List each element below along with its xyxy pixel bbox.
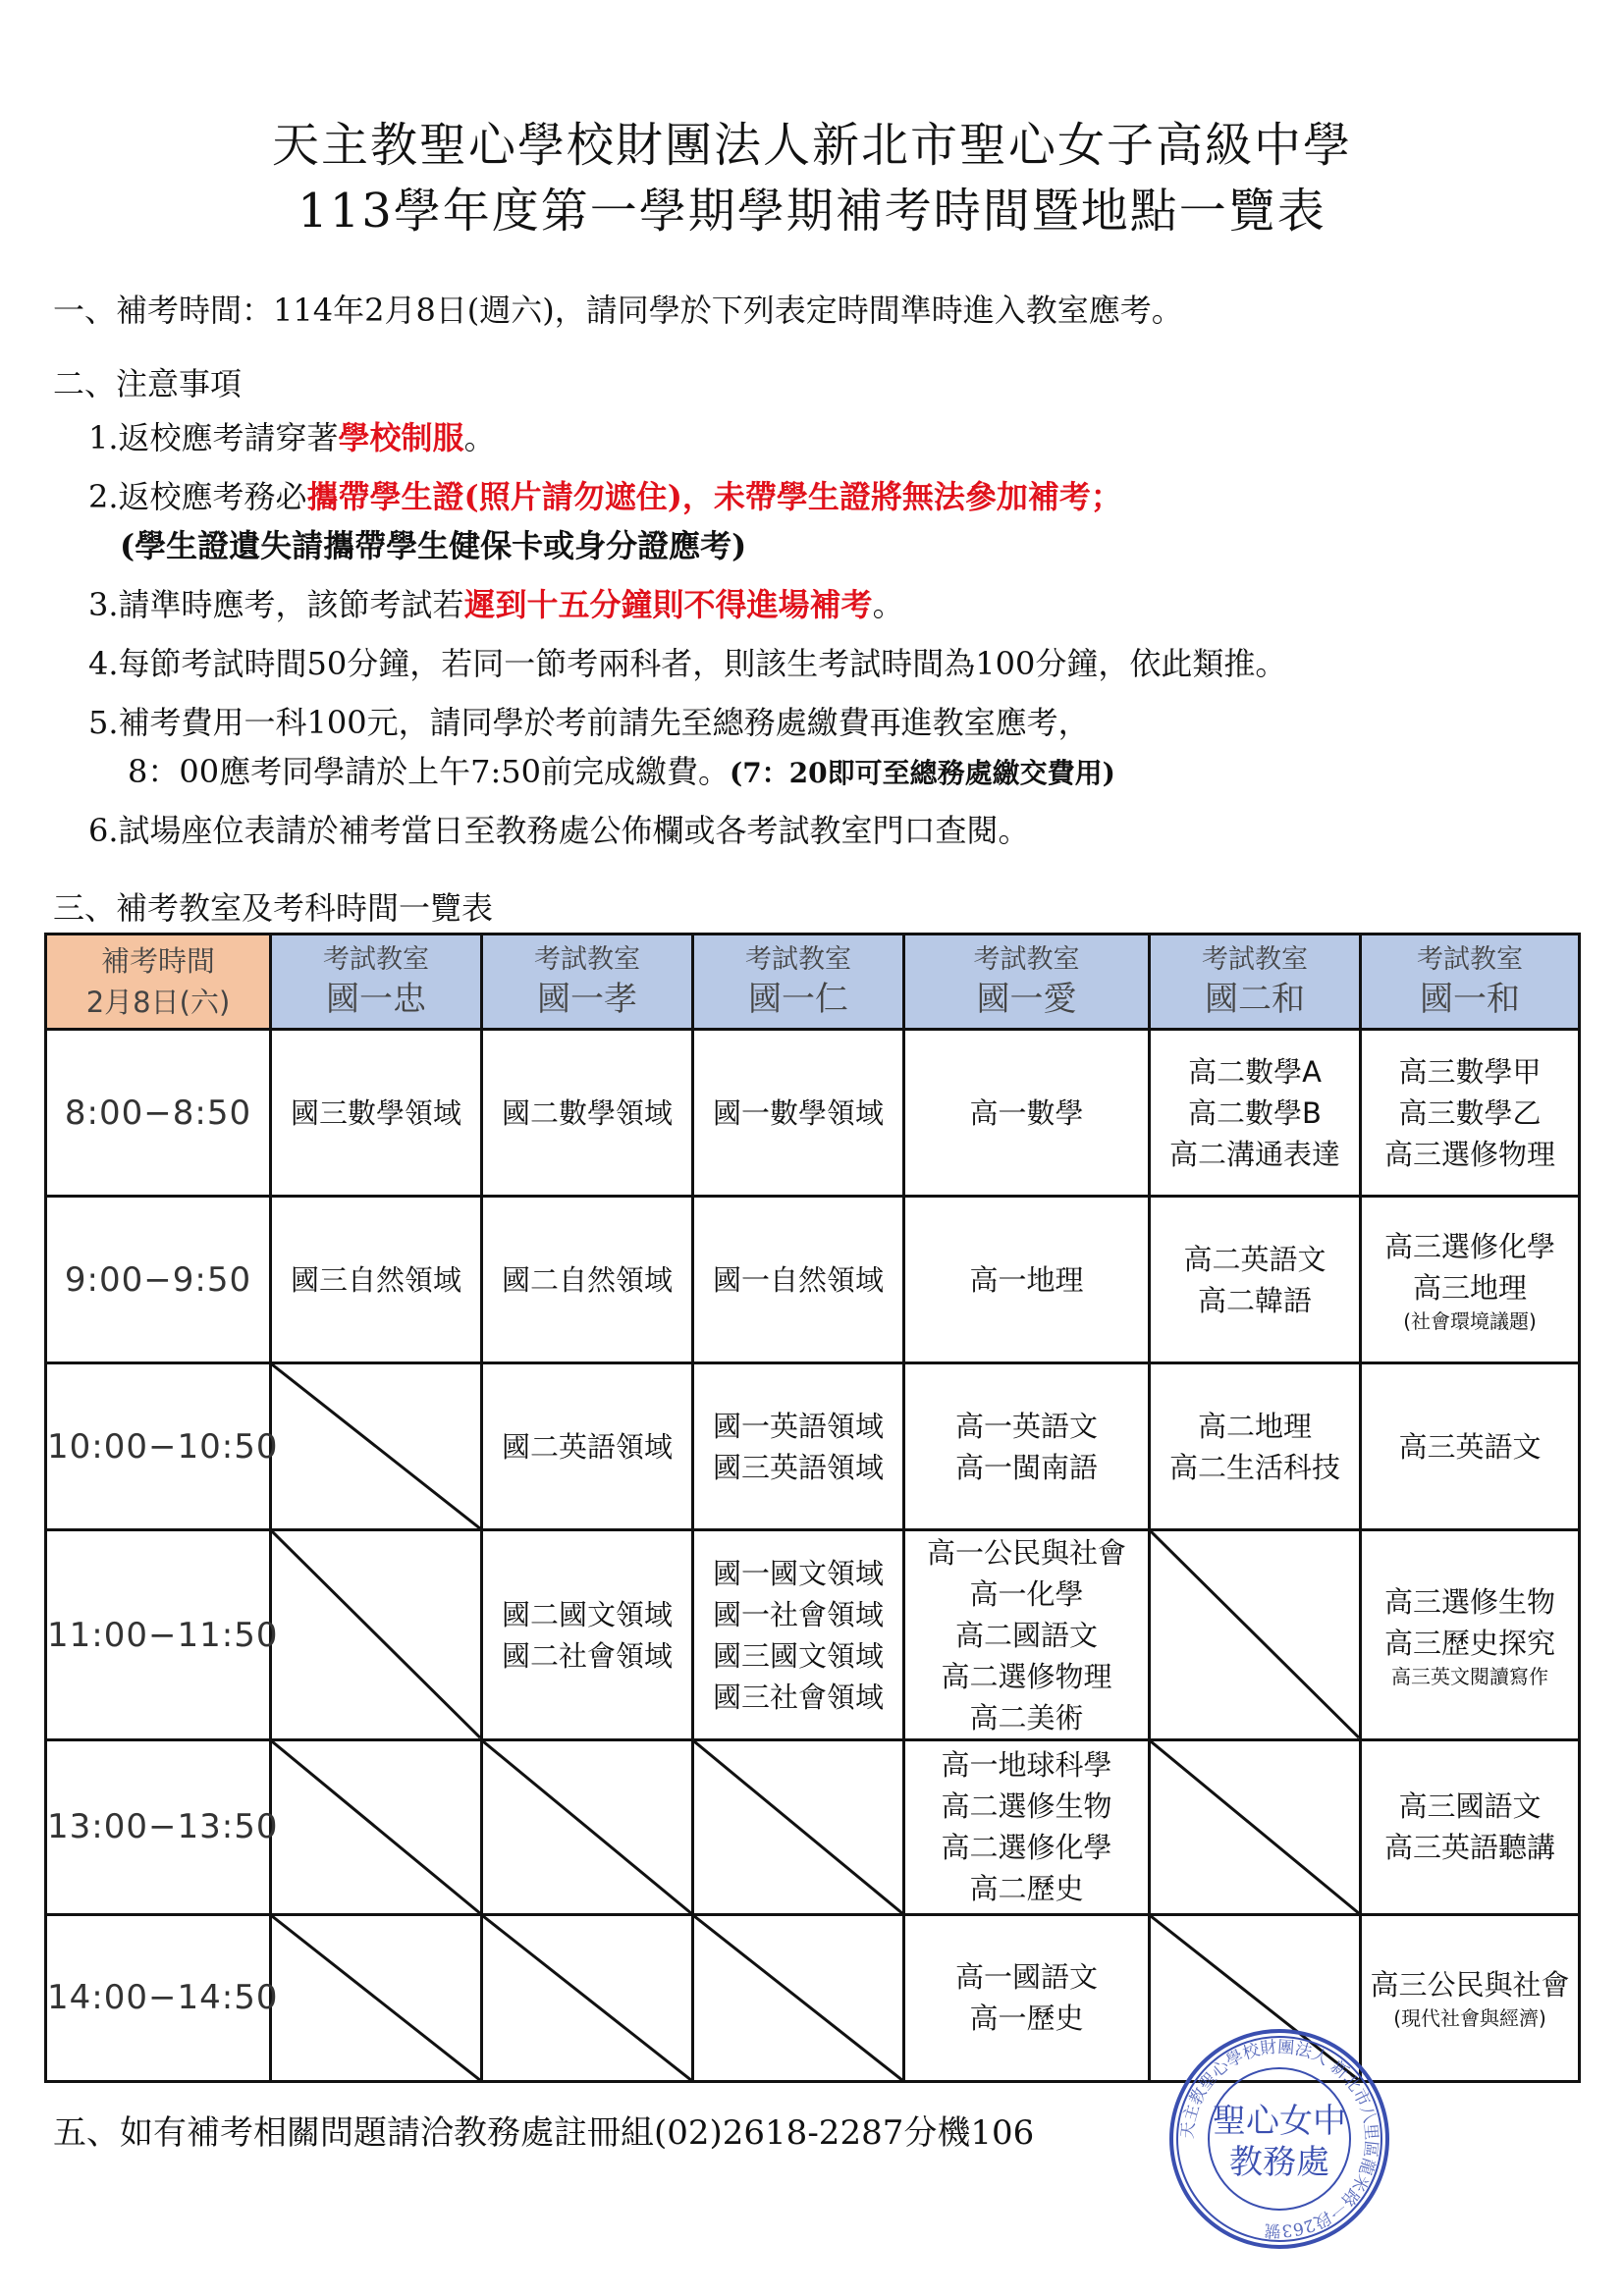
room-name: 國二和	[1205, 980, 1305, 1019]
exam-subject: 國三自然領域	[290, 1262, 461, 1297]
diagonal-slash	[694, 1916, 902, 2080]
contact-footer: 五、如有補考相關問題請洽教務處註冊組(02)2618-2287分機106	[53, 2113, 1035, 2153]
exam-subject: 高三選修生物	[1383, 1584, 1555, 1619]
exam-subject-cell	[482, 1363, 693, 1530]
exam-subject-cell	[1361, 1914, 1580, 2081]
exam-subject: 高二歷史	[969, 1872, 1084, 1906]
empty-slot-cell	[693, 1739, 904, 1914]
stamp-center-line1: 聖心女中	[1213, 2102, 1346, 2141]
exam-subject: 高二韓語	[1197, 1283, 1312, 1317]
schedule-row	[46, 1530, 1580, 1739]
school-stamp-seal	[1166, 2026, 1392, 2252]
diagonal-slash	[272, 1364, 480, 1528]
exam-subject-cell	[693, 1197, 904, 1363]
empty-slot-cell	[482, 1739, 693, 1914]
note-6: 6.試場座位表請於補考當日至教務處公佈欄或各考試教室門口查閱。	[88, 812, 1030, 849]
exam-subject-cell	[271, 1197, 482, 1363]
exam-subject-cell	[1150, 1030, 1361, 1197]
exam-subject: 高一地球科學	[941, 1748, 1112, 1783]
time-slot-cell: 9:00−9:50	[46, 1197, 271, 1363]
empty-slot-cell	[271, 1739, 482, 1914]
exam-subject-cell	[1361, 1363, 1580, 1530]
room-header-cell	[482, 934, 693, 1030]
exam-subject: 高三數學甲	[1398, 1054, 1542, 1089]
exam-subject-cell	[904, 1363, 1150, 1530]
note-2	[88, 474, 1122, 519]
exam-subject: 國一英語領域	[712, 1409, 884, 1443]
exam-subject: 高三地理	[1412, 1270, 1527, 1305]
exam-subject-note: (社會環境議題)	[1403, 1308, 1537, 1333]
exam-subject-cell	[693, 1363, 904, 1530]
note-3	[88, 582, 904, 627]
exam-subject: 國二數學領域	[501, 1095, 673, 1130]
exam-subject: 國一自然領域	[712, 1262, 884, 1297]
exam-subject: 高一公民與社會	[926, 1535, 1126, 1570]
exam-subject: 國二社會領域	[501, 1638, 673, 1673]
exam-subject: 國三英語領域	[712, 1450, 884, 1484]
note-1-emphasis: 學校制服	[338, 419, 464, 456]
exam-subject: 高二數學A	[1188, 1054, 1322, 1089]
room-header-label: 考試教室	[1202, 944, 1308, 975]
exam-subject-cell	[482, 1030, 693, 1197]
exam-subject-cell	[904, 1030, 1150, 1197]
time-header-label: 補考時間	[100, 944, 215, 978]
time-slot-cell: 11:00−11:50	[46, 1530, 271, 1739]
room-name: 國一孝	[537, 980, 637, 1019]
room-header-cell	[693, 934, 904, 1030]
exam-time-statement: 一、補考時間：114年2月8日(週六)，請同學於下列表定時間準時進入教室應考。	[53, 292, 1183, 329]
exam-subject-cell	[904, 1739, 1150, 1914]
exam-subject: 國一數學領域	[712, 1095, 884, 1130]
room-header-label: 考試教室	[1417, 944, 1523, 975]
exam-subject: 高二溝通表達	[1168, 1137, 1340, 1171]
exam-subject-cell	[1150, 1197, 1361, 1363]
exam-subject-cell	[1361, 1197, 1580, 1363]
exam-subject: 高三選修物理	[1383, 1137, 1555, 1171]
room-name: 國一仁	[748, 980, 848, 1019]
time-header-cell	[46, 934, 271, 1030]
diagonal-slash	[483, 1741, 691, 1913]
exam-subject: 高二地理	[1197, 1409, 1312, 1443]
exam-subject: 高二選修物理	[941, 1659, 1112, 1693]
exam-subject-cell	[1361, 1530, 1580, 1739]
exam-subject: 高一英語文	[954, 1409, 1098, 1443]
exam-subject: 高二選修化學	[941, 1831, 1112, 1865]
exam-subject: 高一數學	[969, 1095, 1084, 1130]
exam-subject-cell	[271, 1030, 482, 1197]
note-5-payment-deadline: 8：00應考同學請於上午7:50前完成繳費。	[128, 753, 730, 790]
note-3-text: 3.請準時應考，該節考試若	[88, 586, 464, 623]
exam-subject: 國三國文領域	[712, 1638, 884, 1673]
exam-subject: 國二自然領域	[501, 1262, 673, 1297]
empty-slot-cell	[1150, 1530, 1361, 1739]
note-1-end: 。	[463, 419, 496, 456]
note-5-line1: 5.補考費用一科100元，請同學於考前請先至總務處繳費再進教室應考，	[88, 704, 1090, 741]
exam-subject: 高二英語文	[1183, 1242, 1326, 1276]
room-header-label: 考試教室	[745, 944, 851, 975]
exam-subject: 國三數學領域	[290, 1095, 461, 1130]
exam-subject: 高一國語文	[954, 1960, 1098, 1995]
exam-subject: 高三英語聽講	[1383, 1831, 1555, 1865]
exam-subject-note: (現代社會與經濟)	[1393, 2006, 1546, 2031]
document-title-line1: 天主教聖心學校財團法人新北市聖心女子高級中學	[271, 118, 1352, 173]
room-header-cell	[1150, 934, 1361, 1030]
note-3-end: 。	[872, 586, 904, 623]
diagonal-slash	[1151, 1531, 1359, 1737]
time-slot-cell: 10:00−10:50	[46, 1363, 271, 1530]
exam-subject-note: 高三英文閱讀寫作	[1391, 1664, 1548, 1688]
exam-subject-cell	[1361, 1739, 1580, 1914]
diagonal-slash	[272, 1916, 480, 2080]
exam-subject: 高三選修化學	[1383, 1229, 1555, 1263]
exam-subject-cell	[693, 1530, 904, 1739]
exam-subject-cell	[482, 1197, 693, 1363]
note-2-text: 2.返校應考務必	[88, 478, 307, 515]
exam-subject: 國一社會領域	[712, 1597, 884, 1631]
note-3-emphasis: 遲到十五分鐘則不得進場補考	[463, 586, 873, 623]
room-header-label: 考試教室	[534, 944, 640, 975]
room-header-cell	[1361, 934, 1580, 1030]
note-2-line2: (學生證遺失請攜帶學生健保卡或身分證應考)	[120, 527, 747, 564]
schedule-row	[46, 1197, 1580, 1363]
exam-subject-cell	[693, 1030, 904, 1197]
diagonal-slash	[1151, 1741, 1359, 1913]
note-5-line2	[128, 749, 1115, 796]
room-header-cell	[904, 934, 1150, 1030]
schedule-heading: 三、補考教室及考科時間一覽表	[53, 889, 494, 927]
time-slot-cell: 13:00−13:50	[46, 1739, 271, 1914]
exam-subject: 高一化學	[969, 1576, 1084, 1611]
exam-subject: 高二數學B	[1188, 1095, 1322, 1130]
stamp-ring-text: 天主教聖心學校財團法人 新北市八里區龍米路一段263號	[1177, 2037, 1381, 2241]
exam-subject: 高二選修生物	[941, 1789, 1112, 1824]
schedule-table	[44, 933, 1581, 2083]
exam-subject-cell	[904, 1914, 1150, 2081]
room-header-label: 考試教室	[973, 944, 1080, 975]
room-name: 國一忠	[326, 980, 426, 1019]
diagonal-slash	[483, 1916, 691, 2080]
empty-slot-cell	[271, 1530, 482, 1739]
exam-subject: 國二國文領域	[501, 1597, 673, 1631]
note-4: 4.每節考試時間50分鐘，若同一節考兩科者，則該生考試時間為100分鐘，依此類推。	[88, 645, 1287, 682]
exam-subject-cell	[904, 1197, 1150, 1363]
exam-subject-cell	[482, 1530, 693, 1739]
room-name: 國一和	[1420, 980, 1520, 1019]
exam-subject: 高二國語文	[954, 1618, 1098, 1652]
notes-heading: 二、注意事項	[53, 365, 243, 402]
empty-slot-cell	[482, 1914, 693, 2081]
diagonal-slash	[694, 1741, 902, 1913]
exam-subject: 國二英語領域	[501, 1429, 673, 1464]
room-header-cell	[271, 934, 482, 1030]
stamp-center-line2: 教務處	[1229, 2143, 1329, 2182]
diagonal-slash	[272, 1531, 480, 1737]
empty-slot-cell	[693, 1914, 904, 2081]
empty-slot-cell	[271, 1914, 482, 2081]
empty-slot-cell	[1150, 1739, 1361, 1914]
empty-slot-cell	[271, 1363, 482, 1530]
time-header-date: 2月8日(六)	[85, 986, 231, 1019]
exam-subject: 高三英語文	[1398, 1429, 1542, 1464]
note-5-payment-open: (7：20即可至總務處繳交費用)	[729, 757, 1115, 789]
note-1	[88, 415, 496, 460]
exam-subject: 高三國語文	[1398, 1789, 1542, 1824]
room-header-label: 考試教室	[323, 944, 429, 975]
note-2-emphasis: 攜帶學生證(照片請勿遮住)，未帶學生證將無法參加補考；	[306, 478, 1122, 515]
exam-subject: 高三公民與社會	[1370, 1968, 1570, 2002]
exam-subject-cell	[1361, 1030, 1580, 1197]
room-name: 國一愛	[976, 980, 1077, 1019]
schedule-row	[46, 1739, 1580, 1914]
table-header-row	[46, 934, 1580, 1030]
time-slot-cell: 8:00−8:50	[46, 1030, 271, 1197]
exam-subject: 高二美術	[969, 1700, 1084, 1735]
exam-subject: 高一閩南語	[954, 1450, 1098, 1484]
diagonal-slash	[272, 1741, 480, 1913]
exam-subject-cell	[904, 1530, 1150, 1739]
exam-subject: 高三數學乙	[1398, 1095, 1542, 1130]
schedule-row	[46, 1030, 1580, 1197]
exam-subject: 高三歷史探究	[1383, 1626, 1555, 1660]
exam-subject: 高二生活科技	[1168, 1450, 1340, 1484]
note-1-text: 1.返校應考請穿著	[88, 419, 339, 456]
document-title-line2: 113學年度第一學期學期補考時間暨地點一覽表	[298, 184, 1326, 239]
schedule-row	[46, 1363, 1580, 1530]
exam-subject-cell	[1150, 1363, 1361, 1530]
exam-subject: 國三社會領域	[712, 1680, 884, 1714]
exam-subject: 國一國文領域	[712, 1556, 884, 1590]
exam-subject: 高一歷史	[969, 2002, 1084, 2036]
time-slot-cell: 14:00−14:50	[46, 1914, 271, 2081]
exam-subject: 高一地理	[969, 1262, 1084, 1297]
